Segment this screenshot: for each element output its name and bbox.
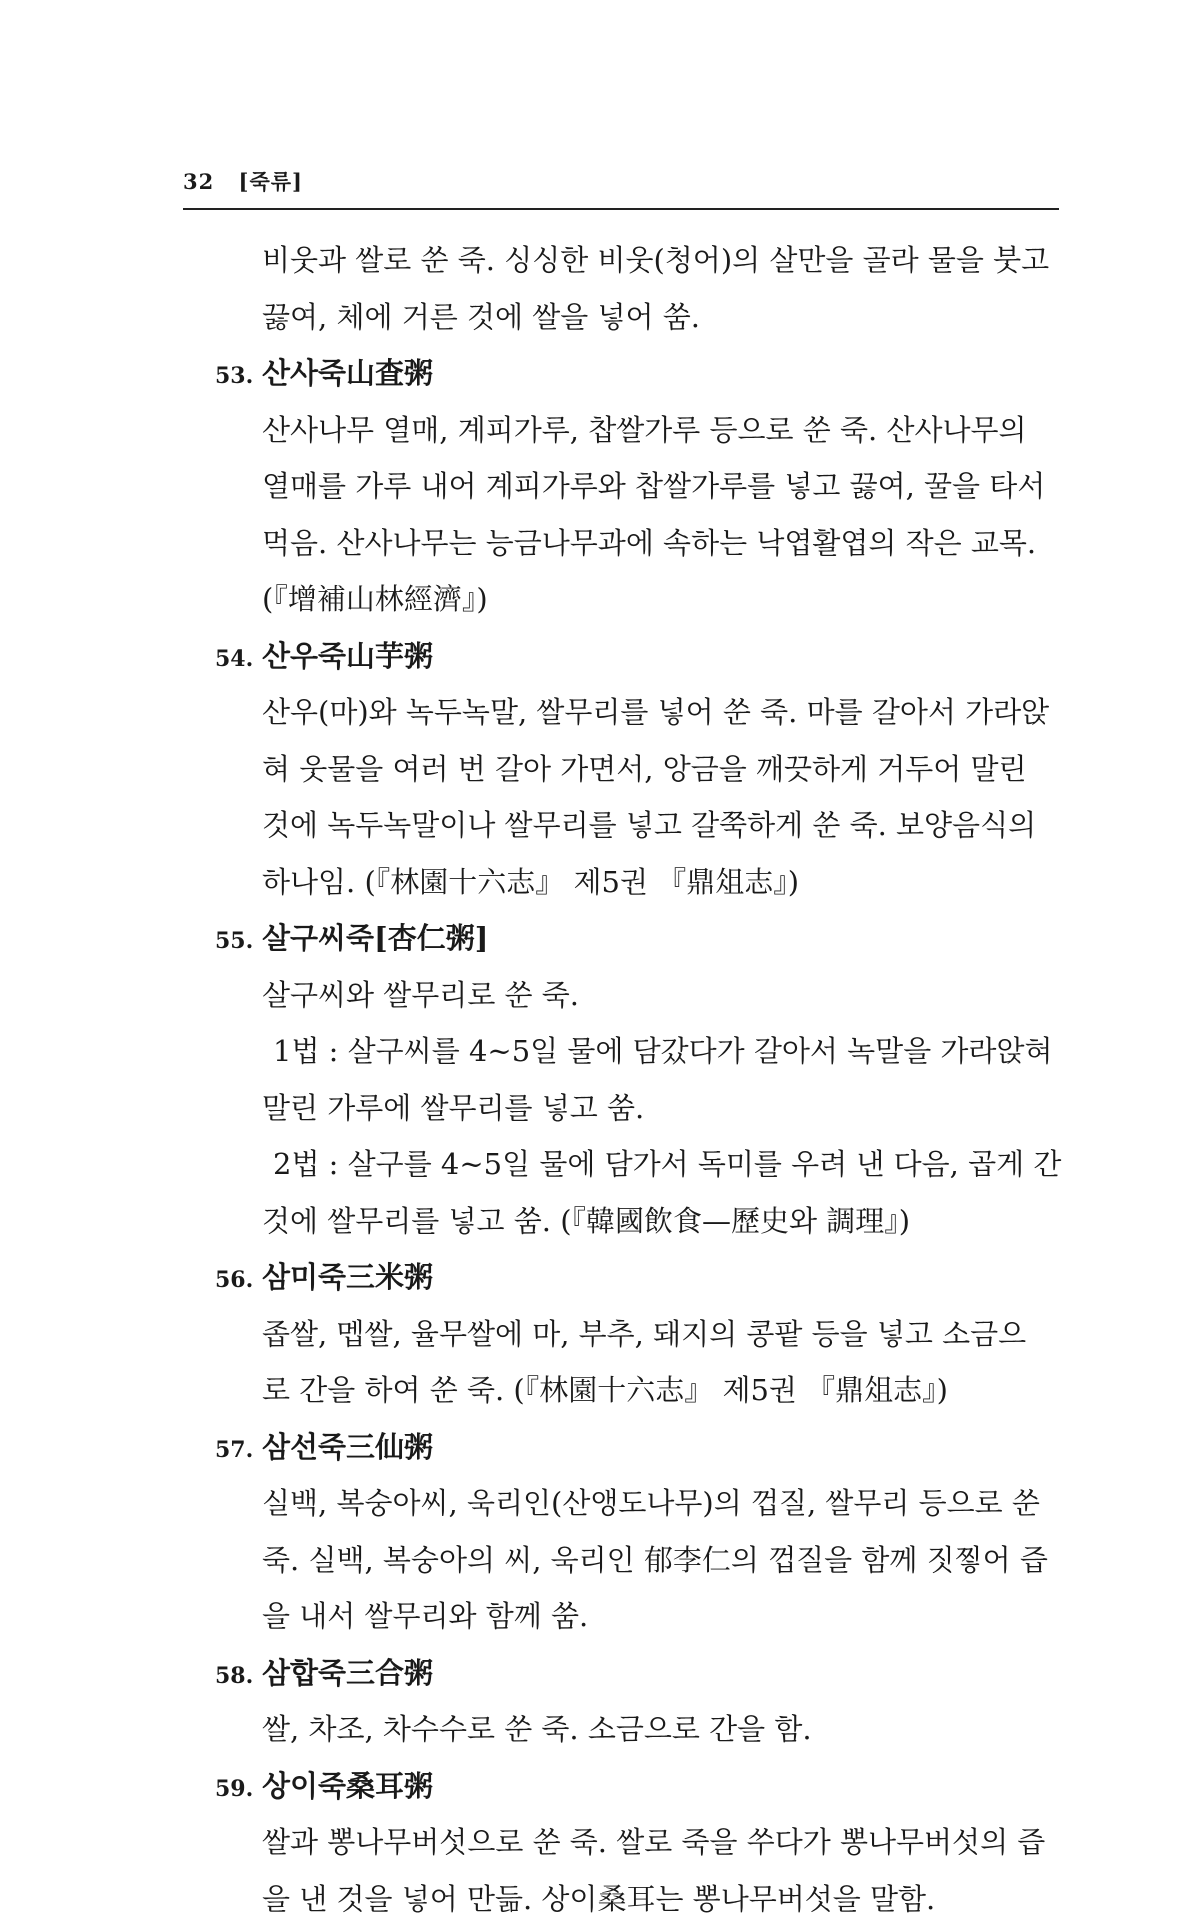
text-line: 비웃과 쌀로 쑨 죽. 싱싱한 비웃(청어)의 살만을 골라 물을 붓고 <box>215 232 1063 289</box>
entry-title: 살구씨죽[杏仁粥] <box>262 921 489 955</box>
text-line: 것에 녹두녹말이나 쌀무리를 넣고 갈쭉하게 쑨 죽. 보양음식의 <box>215 797 1063 854</box>
text-line: 혀 웃물을 여러 번 갈아 가면서, 앙금을 깨끗하게 거두어 말린 <box>215 741 1063 798</box>
entry-title: 삼합죽三合粥 <box>262 1656 433 1690</box>
text-line: 살구씨와 쌀무리로 쑨 죽. <box>215 967 1063 1024</box>
text-line: 쌀, 차조, 차수수로 쑨 죽. 소금으로 간을 함. <box>215 1701 1063 1758</box>
entry-number: 55. <box>215 913 262 967</box>
method-line: 1법 : 살구씨를 4~5일 물에 담갔다가 갈아서 녹말을 가라앉혀 <box>215 1023 1063 1080</box>
text-line: 좁쌀, 멥쌀, 율무쌀에 마, 부추, 돼지의 콩팥 등을 넣고 소금으 <box>215 1306 1063 1363</box>
text-line: 산사나무 열매, 계피가루, 찹쌀가루 등으로 쑨 죽. 산사나무의 <box>215 402 1063 459</box>
entry-heading <box>215 1645 1063 1702</box>
page-number: 32 <box>183 169 214 194</box>
entry-title: 삼선죽三仙粥 <box>262 1430 433 1464</box>
text-line: 을 낸 것을 넣어 만듦. 상이桑耳는 뽕나무버섯을 말함. <box>215 1871 1063 1927</box>
entry-title: 삼미죽三米粥 <box>262 1260 433 1294</box>
section-title: [죽류] <box>239 169 303 194</box>
method-line: 2법 : 살구를 4~5일 물에 담가서 독미를 우려 낸 다음, 곱게 간 <box>215 1136 1063 1193</box>
text-line: (『增補山林經濟』) <box>215 571 1063 628</box>
entry-number: 58. <box>215 1648 262 1702</box>
text-line: 로 간을 하여 쑨 죽. (『林園十六志』 제5권 『鼎俎志』) <box>215 1362 1063 1419</box>
text-line: 끓여, 체에 거른 것에 쌀을 넣어 쑴. <box>215 289 1063 346</box>
entry-heading <box>215 628 1063 685</box>
entry-heading <box>215 1758 1063 1815</box>
entry-number: 54. <box>215 631 262 685</box>
entry-heading <box>215 345 1063 402</box>
entry-number: 56. <box>215 1252 262 1306</box>
text-line: 산우(마)와 녹두녹말, 쌀무리를 넣어 쑨 죽. 마를 갈아서 가라앉 <box>215 684 1063 741</box>
entry-number: 53. <box>215 348 262 402</box>
text-line: 실백, 복숭아씨, 욱리인(산앵도나무)의 껍질, 쌀무리 등으로 쑨 <box>215 1475 1063 1532</box>
header-rule <box>183 208 1059 210</box>
text-line: 하나임. (『林園十六志』 제5권 『鼎俎志』) <box>215 854 1063 911</box>
text-line: 것에 쌀무리를 넣고 쑴. (『韓國飲食—歷史와 調理』) <box>215 1193 1063 1250</box>
entry-title: 상이죽桑耳粥 <box>262 1769 433 1803</box>
entry-number: 57. <box>215 1422 262 1476</box>
text-line: 을 내서 쌀무리와 함께 쑴. <box>215 1588 1063 1645</box>
page-body <box>215 232 1063 1927</box>
text-line: 열매를 가루 내어 계피가루와 찹쌀가루를 넣고 끓여, 꿀을 타서 <box>215 458 1063 515</box>
entry-heading <box>215 1249 1063 1306</box>
running-head <box>183 166 303 196</box>
entry-heading <box>215 1419 1063 1476</box>
text-line: 쌀과 뽕나무버섯으로 쑨 죽. 쌀로 죽을 쑤다가 뽕나무버섯의 즙 <box>215 1814 1063 1871</box>
entry-title: 산우죽山芋粥 <box>262 639 433 673</box>
entry-number: 59. <box>215 1761 262 1815</box>
text-line: 먹음. 산사나무는 능금나무과에 속하는 낙엽활엽의 작은 교목. <box>215 515 1063 572</box>
entry-title: 산사죽山査粥 <box>262 356 433 390</box>
entry-heading <box>215 910 1063 967</box>
text-line: 죽. 실백, 복숭아의 씨, 욱리인 郁李仁의 껍질을 함께 짓찧어 즙 <box>215 1532 1063 1589</box>
text-line: 말린 가루에 쌀무리를 넣고 쑴. <box>215 1080 1063 1137</box>
